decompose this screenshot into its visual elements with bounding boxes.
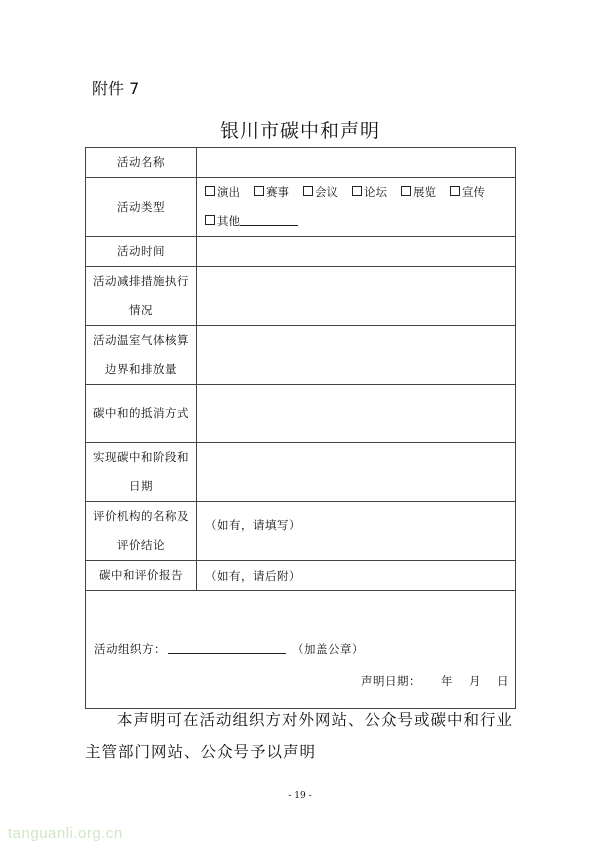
day-label: 日 (497, 674, 509, 688)
row-ghg (86, 326, 516, 385)
activity-time-label: 活动时间 (86, 237, 197, 267)
date-label: 声明日期： (361, 674, 421, 688)
row-activity-type (86, 178, 516, 237)
report-field[interactable] (197, 561, 516, 591)
ghg-label (86, 326, 197, 385)
row-reduction (86, 267, 516, 326)
type-checkbox-exhibition[interactable] (401, 178, 436, 207)
evaluator-field[interactable] (197, 502, 516, 561)
month-label: 月 (469, 674, 481, 688)
stage-field[interactable] (197, 443, 516, 502)
ghg-field[interactable] (197, 326, 516, 385)
activity-time-field[interactable] (197, 237, 516, 267)
type-checkbox-promotion[interactable] (450, 178, 485, 207)
stage-label (86, 443, 197, 502)
type-option-label: 演出 (217, 185, 240, 199)
checkbox-icon (254, 186, 264, 196)
signature-cell (86, 591, 516, 709)
organizer-label: 活动组织方： (94, 642, 166, 656)
evaluator-note: （如有，请填写） (205, 517, 301, 532)
offset-label: 碳中和的抵消方式 (86, 385, 197, 443)
organizer-line (94, 641, 364, 657)
label-line: 评价机构的名称及 (93, 509, 189, 523)
type-checkbox-performance[interactable] (205, 178, 240, 207)
type-option-label: 赛事 (266, 185, 289, 199)
declaration-line: 本声明可在活动组织方对外网站、公众号或碳中和行业 (117, 711, 514, 729)
checkbox-icon (352, 186, 362, 196)
page-number: - 19 - (288, 791, 312, 801)
row-report (86, 561, 516, 591)
type-checkbox-other[interactable] (205, 207, 298, 236)
type-option-label: 会议 (315, 185, 338, 199)
report-label: 碳中和评价报告 (86, 561, 197, 591)
declaration-paragraph (85, 704, 525, 768)
row-offset (86, 385, 516, 443)
row-activity-name (86, 148, 516, 178)
declaration-line: 主管部门网站、公众号予以声明 (85, 743, 317, 761)
page-title: 银川市碳中和声明 (219, 120, 380, 142)
type-checkbox-competition[interactable] (254, 178, 289, 207)
year-label: 年 (441, 674, 453, 688)
type-option-label: 论坛 (364, 185, 387, 199)
reduction-field[interactable] (197, 267, 516, 326)
declaration-form (85, 147, 516, 709)
label-line: 日期 (129, 479, 153, 493)
label-line: 活动减排措施执行 (93, 274, 189, 288)
seal-note: （加盖公章） (292, 642, 364, 656)
other-type-blank[interactable] (240, 215, 298, 226)
label-line: 情况 (129, 303, 153, 317)
declaration-date (361, 673, 509, 689)
type-checkbox-meeting[interactable] (303, 178, 338, 207)
checkbox-icon (205, 186, 215, 196)
type-checkbox-forum[interactable] (352, 178, 387, 207)
evaluator-label (86, 502, 197, 561)
label-line: 评价结论 (117, 538, 165, 552)
activity-name-label: 活动名称 (86, 148, 197, 178)
checkbox-icon (303, 186, 313, 196)
row-activity-time (86, 237, 516, 267)
attachment-label: 附件 7 (92, 79, 140, 98)
type-option-label: 宣传 (462, 185, 485, 199)
type-option-label: 展览 (413, 185, 436, 199)
label-line: 实现碳中和阶段和 (93, 450, 189, 464)
row-signature (86, 591, 516, 709)
label-line: 活动温室气体核算 (93, 333, 189, 347)
report-note: （如有，请后附） (205, 568, 301, 583)
row-evaluator (86, 502, 516, 561)
checkbox-icon (401, 186, 411, 196)
organizer-blank[interactable] (168, 643, 286, 654)
watermark: tanguanli.org.cn (8, 825, 123, 842)
activity-type-label: 活动类型 (86, 178, 197, 237)
checkbox-icon (450, 186, 460, 196)
offset-field[interactable] (197, 385, 516, 443)
row-stage (86, 443, 516, 502)
checkbox-icon (205, 215, 215, 225)
type-option-label: 其他 (217, 214, 240, 228)
activity-name-field[interactable] (197, 148, 516, 178)
activity-type-options (197, 178, 516, 237)
label-line: 边界和排放量 (105, 362, 177, 376)
reduction-label (86, 267, 197, 326)
